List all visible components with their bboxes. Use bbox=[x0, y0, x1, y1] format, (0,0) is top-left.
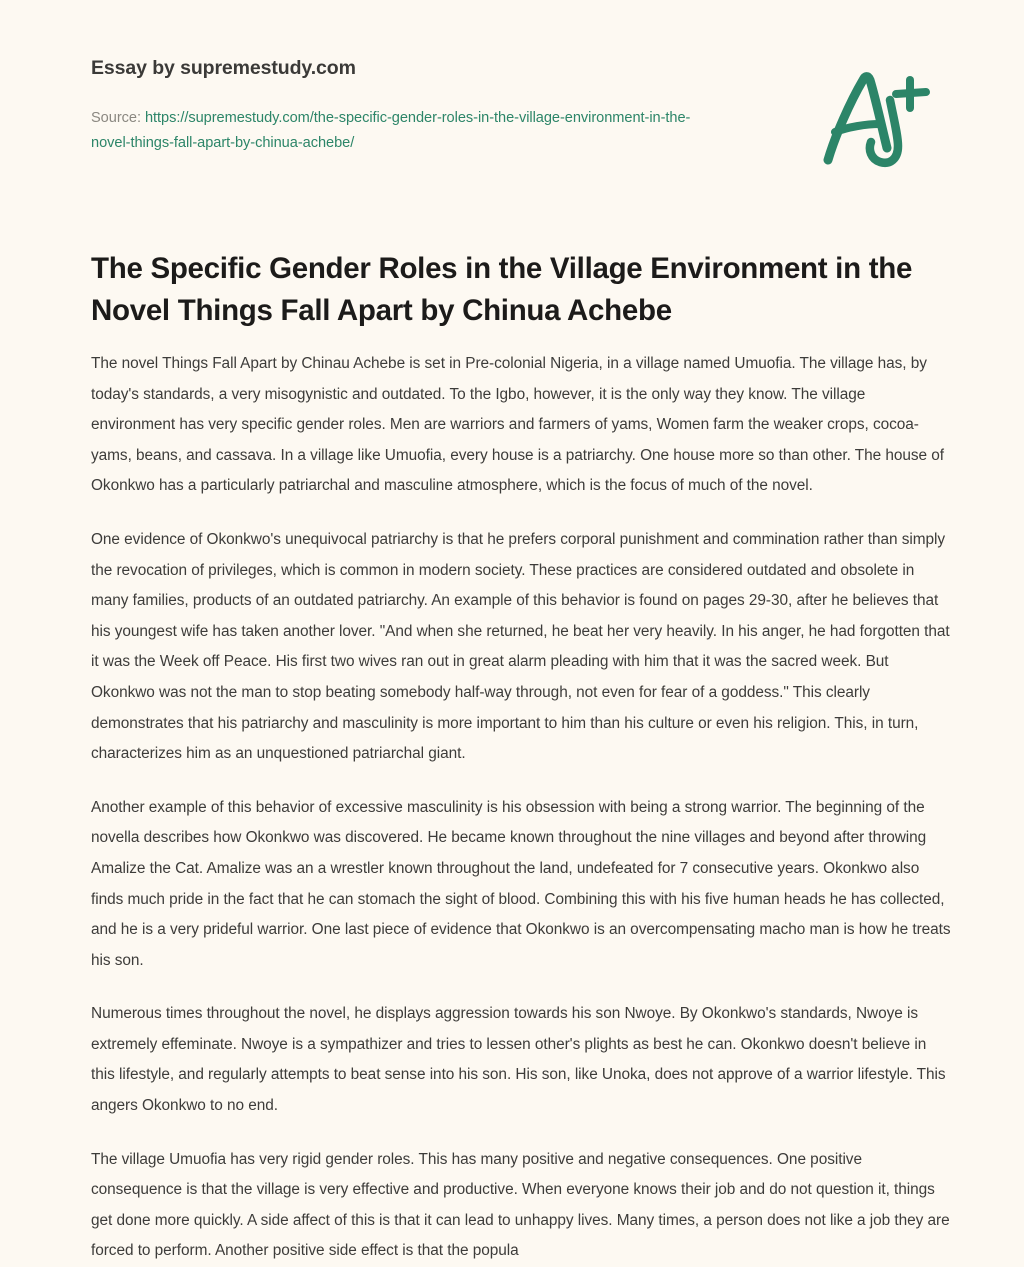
essay-body bbox=[91, 349, 953, 1267]
paragraph: The novel Things Fall Apart by Chinau Achebe is set in Pre-colonial Nigeria, in a village named Umuofia. The village has, by today's standards, a very misogynistic and outdated. To the Igbo, however, it is the only way they know. The village environment has very specific gender roles. Men are warriors and farmers of yams, Women farm the weaker crops, cocoa-yams, beans, and cassava. In a village like Umuofia, every house is a patriarchy. One house more so than other. The house of Okonkwo has a particularly patriarchal and masculine atmosphere, which is the focus of much of the novel. bbox=[91, 355, 945, 495]
essay-byline: Essay by supremestudy.com bbox=[91, 57, 356, 79]
paragraph: Another example of this behavior of excessive masculinity is his obsession with being a strong warrior. The beginning of the novella describes how Okonkwo was discovered. He became known throughout the nine villages and beyond after throwing Amalize the Cat. Amalize was an a wrestler known throughout the land, undefeated for 7 consecutive years. Okonkwo also finds much pride in the fact that he can stomach the sight of blood. Combining this with his five human heads he has collected, and he is a very prideful warrior. One last piece of evidence that Okonkwo is an overcompensating macho man is how he treats his son. bbox=[91, 798, 951, 969]
a-plus-logo-icon bbox=[808, 62, 936, 174]
paragraph: Numerous times throughout the novel, he displays aggression towards his son Nwoye. By Okonkwo's standards, Nwoye is extremely effeminate. Nwoye is a sympathizer and tries to lessen other's plights as best he can. Okonkwo doesn't believe in this lifestyle, and regularly attempts to beat sense into his son. His son, like Unoka, does not approve of a warrior lifestyle. This angers Okonkwo to no end. bbox=[91, 1005, 946, 1115]
source-line bbox=[91, 106, 711, 156]
source-url-link[interactable]: https://supremestudy.com/the-specific-gender-roles-in-the-village-environment-in-the-novel-things-fall-apart-by-chinua-achebe/ bbox=[91, 110, 691, 151]
source-label: Source: bbox=[91, 110, 141, 126]
paragraph: The village Umuofia has very rigid gender roles. This has many positive and negative consequences. One positive consequence is that the village is very effective and productive. When everyone knows their job and do not question it, things get done more quickly. A side affect of this is that it can lead to unhappy lives. Many times, a person does not like a job they are forced to perform. Another positive side effect is that the popula bbox=[91, 1150, 950, 1260]
page-title: The Specific Gender Roles in the Village Environment in the Novel Things Fall Apart by Chinua Achebe bbox=[91, 252, 913, 327]
paragraph: One evidence of Okonkwo's unequivocal patriarchy is that he prefers corporal punishment and commination rather than simply the revocation of privileges, which is common in modern society. These practices are considered outdated and obsolete in many families, products of an outdated patriarchy. An example of this behavior is found on pages 29-30, after he believes that his youngest wife has taken another lover. "And when she returned, he beat her very heavily. In his anger, he had forgotten that it was the Week off Peace. His first two wives ran out in great alarm pleading with him that it was the sacred week. But Okonkwo was not the man to stop beating somebody half-way through, not even for fear of a goddess." This clearly demonstrates that his patriarchy and masculinity is more important to him than his culture or even his religion. This, in turn, characterizes him as an unquestioned patriarchal giant. bbox=[91, 530, 950, 763]
